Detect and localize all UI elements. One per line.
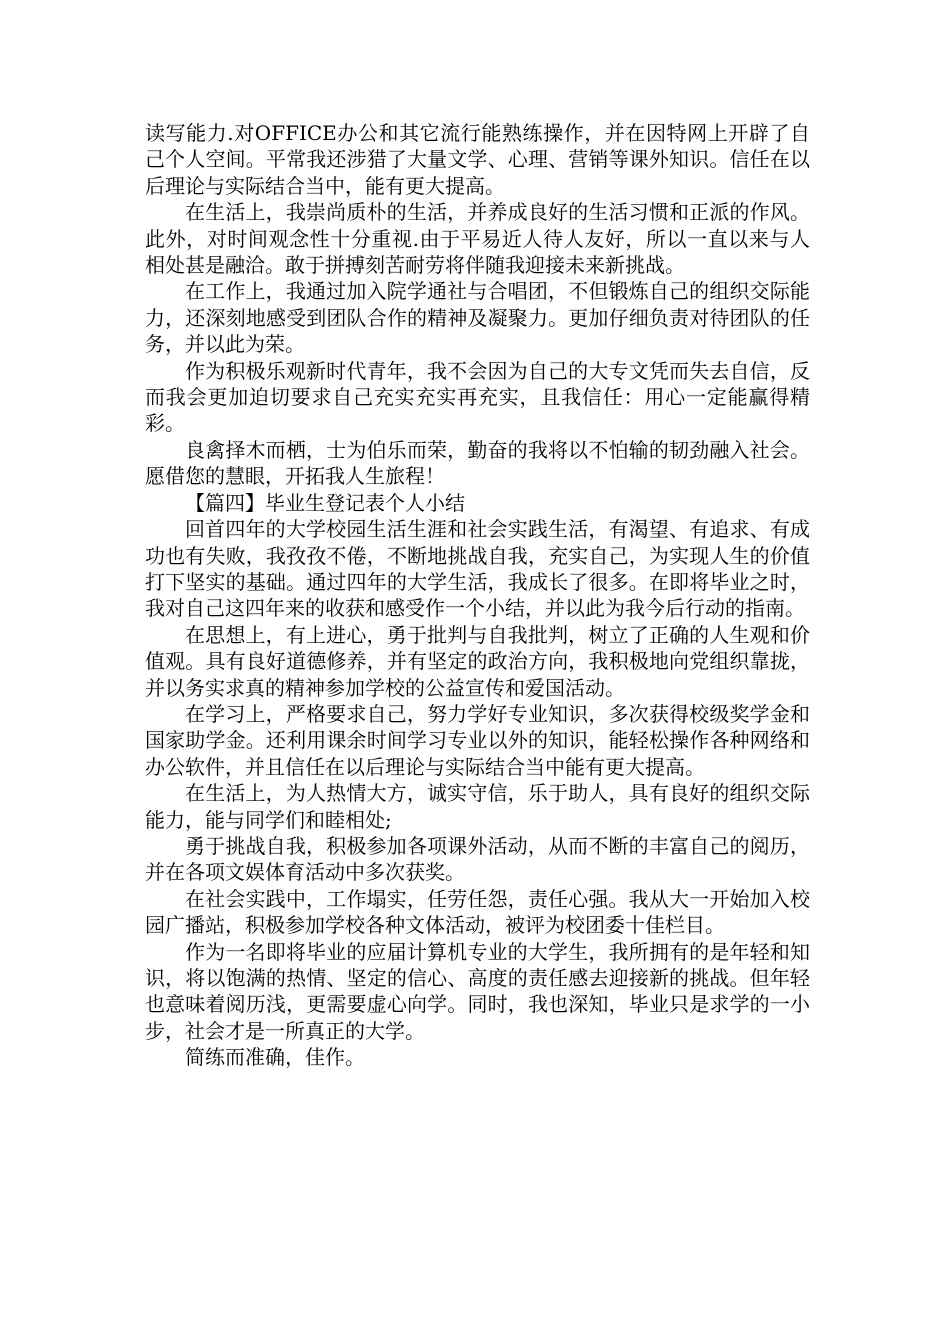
paragraph-life: 在生活上，我崇尚质朴的生活，并养成良好的生活习惯和正派的作风。此外，对时间观念性十分重视.由于平易近人待人友好，所以一直以来与人相处甚是融洽。敢于拼搏刻苦耐劳将伴随我迎接未来新挑战。	[145, 200, 810, 278]
paragraph-comment: 简练而准确，佳作。	[185, 1045, 365, 1070]
paragraph-thought: 在思想上，有上进心，勇于批判与自我批判，树立了正确的人生观和价值观。具有良好道德修养，并有坚定的政治方向，我积极地向党组织靠拢，并以务实求真的精神参加学校的公益宣传和爱国活动。	[145, 622, 810, 700]
section-heading: 【篇四】毕业生登记表个人小结	[185, 490, 465, 515]
document-page	[145, 120, 810, 1071]
paragraph-study: 在学习上，严格要求自己，努力学好专业知识，多次获得校级奖学金和国家助学金。还利用课余时间学习专业以外的知识，能轻松操作各种网络和办公软件，并且信任在以后理论与实际结合当中能有更大提高。	[145, 701, 810, 779]
paragraph-closing: 良禽择木而栖，士为伯乐而荣，勤奋的我将以不怕输的韧劲融入社会。愿借您的慧眼，开拓我人生旅程！	[145, 437, 810, 489]
paragraph-challenge: 勇于挑战自我，积极参加各项课外活动，从而不断的丰富自己的阅历，并在各项文娱体育活动中多次获奖。	[145, 833, 810, 885]
paragraph-review: 回首四年的大学校园生活生涯和社会实践生活，有渴望、有追求、有成功也有失败，我孜孜不倦，不断地挑战自我，充实自己，为实现人生的价值打下坚实的基础。通过四年的大学生活，我成长了很多。在即将毕业之时，我对自己这四年来的收获和感受作一个小结，并以此为我今后行动的指南。	[145, 517, 810, 621]
paragraph-life-2: 在生活上，为人热情大方，诚实守信，乐于助人，具有良好的组织交际能力，能与同学们和睦相处;	[145, 781, 810, 832]
paragraph-work: 在工作上，我通过加入院学通社与合唱团，不但锻炼自己的组织交际能力，还深刻地感受到团队合作的精神及凝聚力。更加仔细负责对待团队的任务，并以此为荣。	[145, 279, 810, 357]
paragraph-continued: 读写能力.对OFFICE办公和其它流行能熟练操作，并在因特网上开辟了自己个人空间。平常我还涉猎了大量文学、心理、营销等课外知识。信任在以后理论与实际结合当中，能有更大提高。	[145, 121, 810, 198]
paragraph-practice: 在社会实践中，工作塌实，任劳任怨，责任心强。我从大一开始加入校园广播站，积极参加学校各种文体活动，被评为校团委十佳栏目。	[145, 886, 810, 938]
paragraph-youth: 作为积极乐观新时代青年，我不会因为自己的大专文凭而失去自信，反而我会更加迫切要求自己充实充实再充实，且我信任：用心一定能赢得精彩。	[145, 358, 810, 436]
paragraph-graduate: 作为一名即将毕业的应届计算机专业的大学生，我所拥有的是年轻和知识，将以饱满的热情、坚定的信心、高度的责任感去迎接新的挑战。但年轻也意味着阅历浅，更需要虚心向学。同时，我也深知，毕业只是求学的一小步，社会才是一所真正的大学。	[145, 939, 810, 1043]
